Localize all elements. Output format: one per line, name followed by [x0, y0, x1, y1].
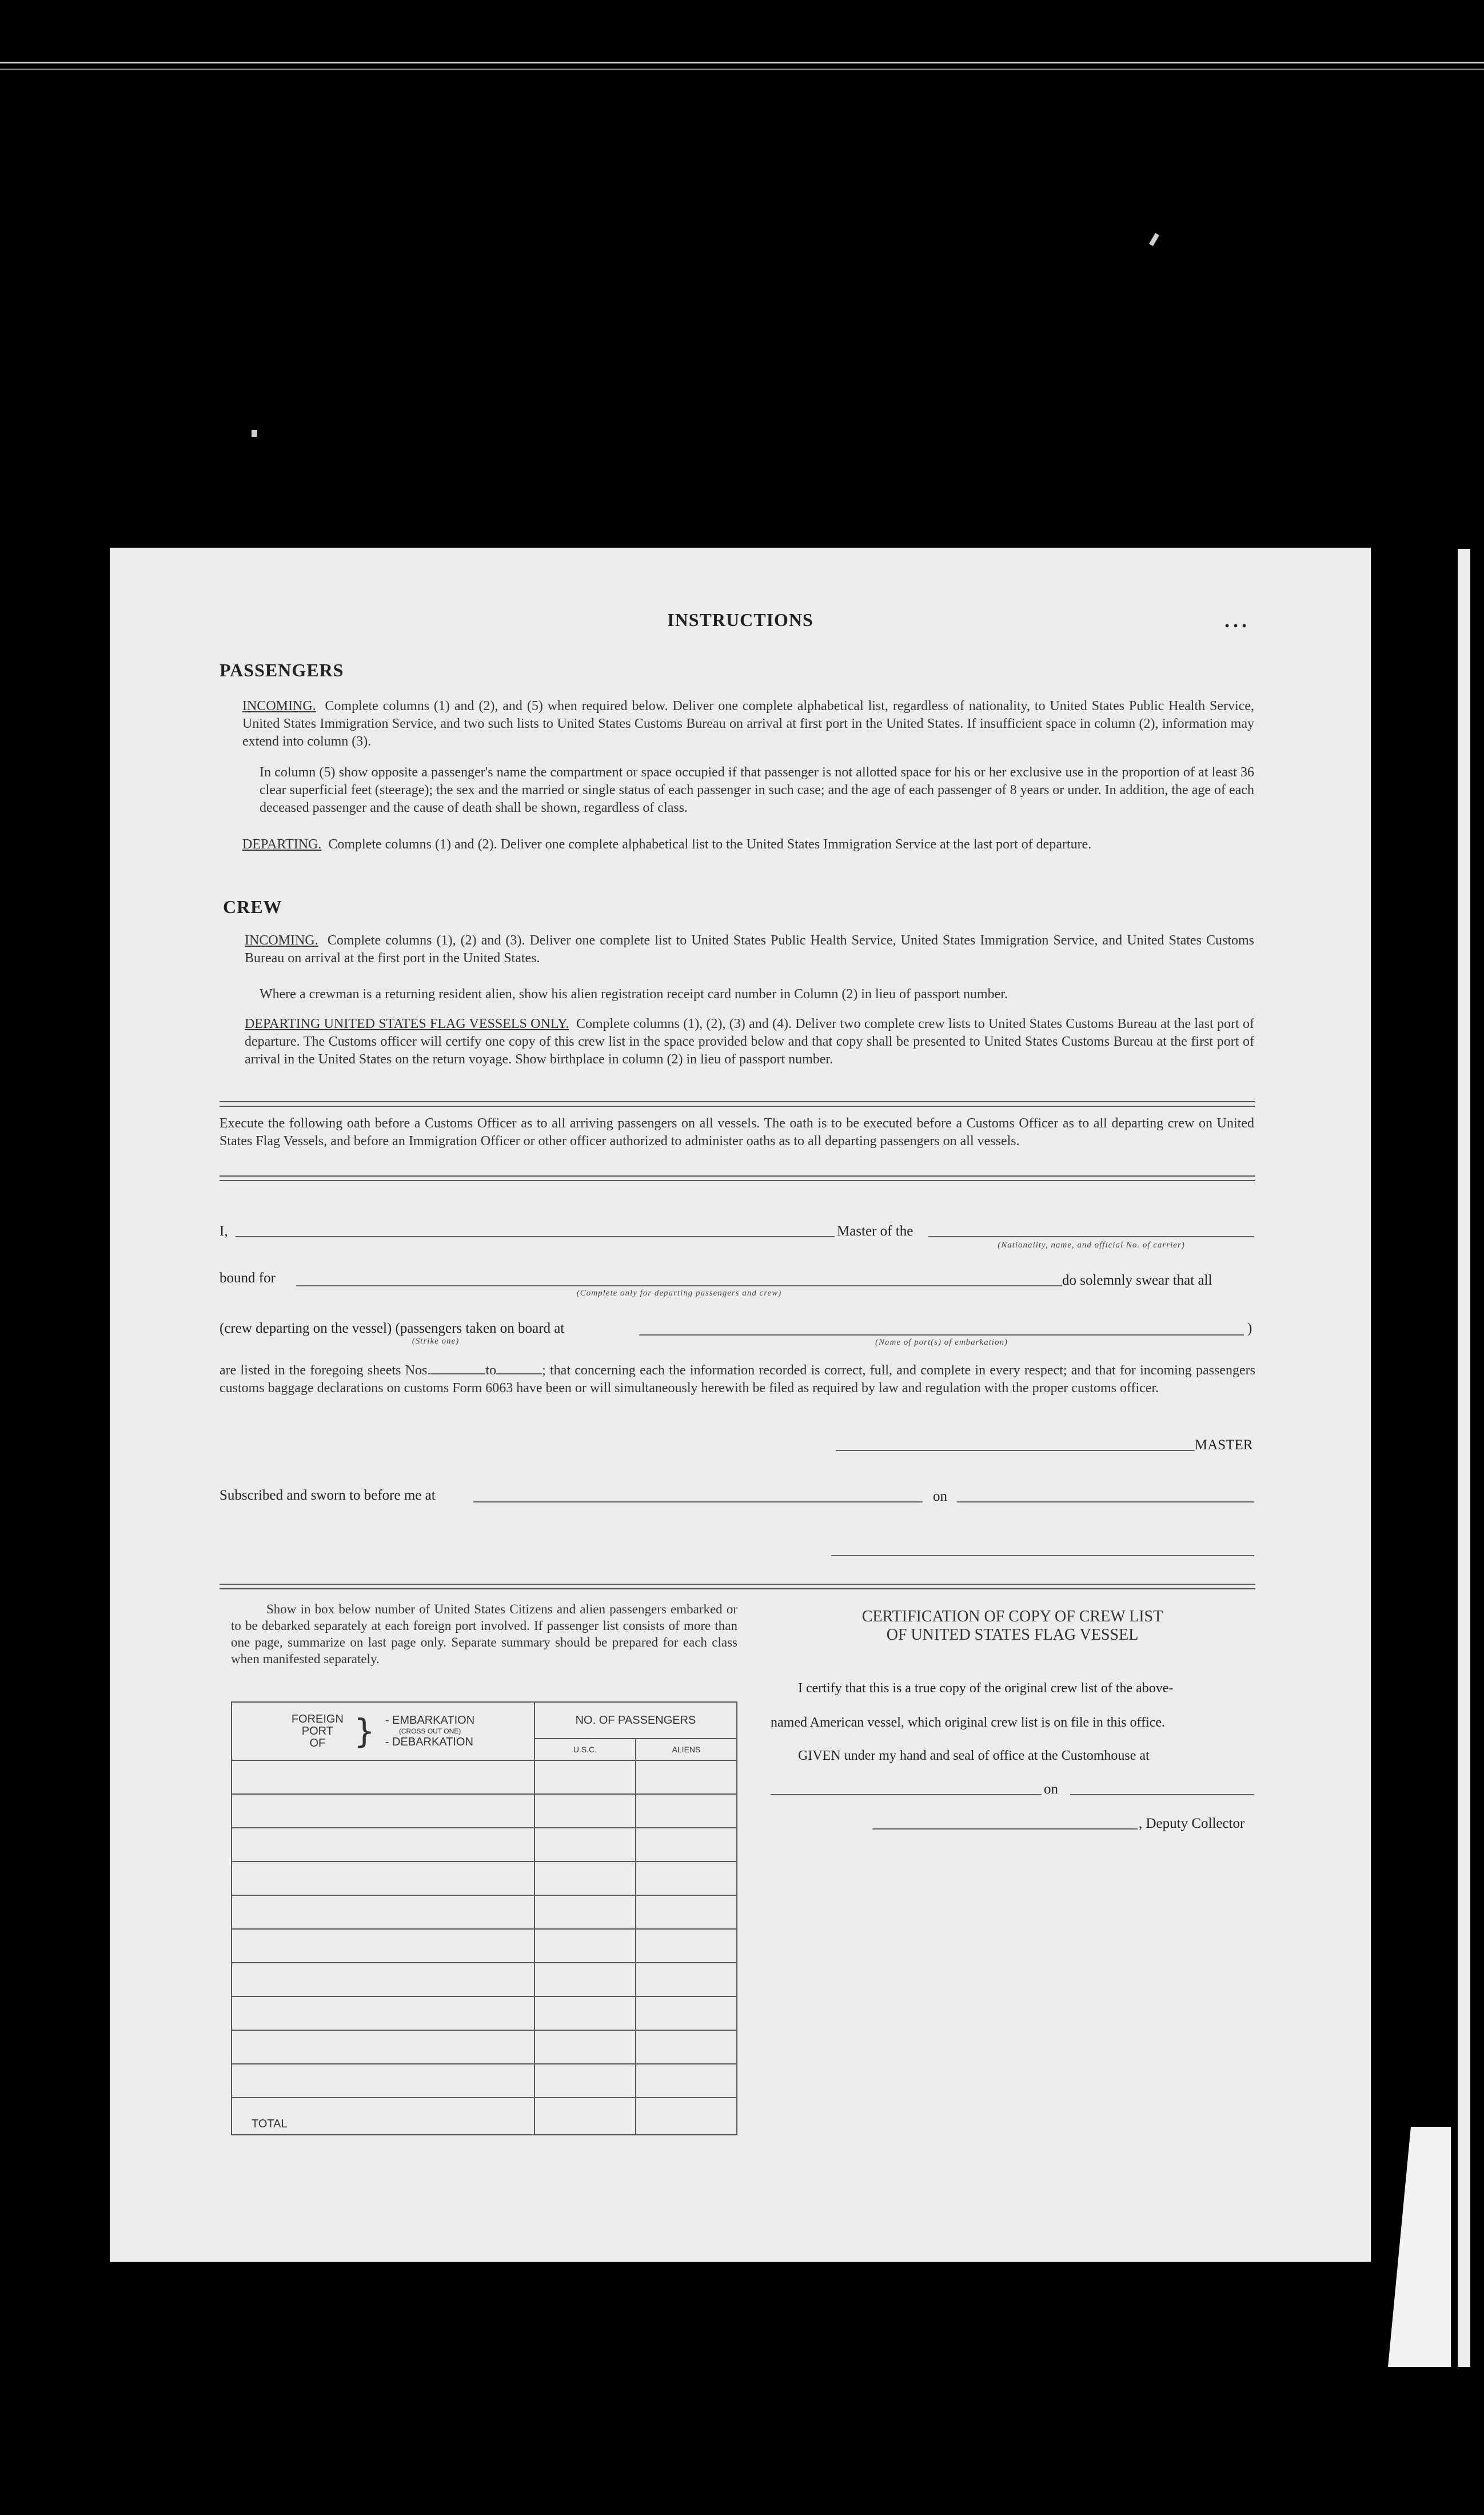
certification-given: GIVEN under my hand and seal of office at the Customhouse at [798, 1748, 1150, 1763]
port-header-line-1: FOREIGN [291, 1712, 344, 1725]
table-row [232, 2030, 737, 2064]
port-cell[interactable] [232, 1760, 534, 1794]
table-row [232, 1963, 737, 1996]
usc-cell[interactable] [534, 2030, 636, 2064]
passengers-heading: PASSENGERS [220, 660, 344, 680]
certification-text-2: named American vessel, which original crew list is on file in this office. [771, 1715, 1166, 1730]
aliens-header: ALIENS [636, 1739, 737, 1760]
crew-departing-label: DEPARTING UNITED STATES FLAG VESSELS ONLY. [245, 1017, 569, 1031]
aliens-cell[interactable] [636, 2064, 737, 2098]
usc-cell[interactable] [534, 1828, 636, 1862]
aliens-cell[interactable] [636, 1862, 737, 1895]
double-rule-mid-2 [220, 1180, 1255, 1181]
port-cell[interactable] [232, 2064, 534, 2098]
aliens-cell[interactable] [636, 1996, 737, 2030]
passenger-summary-table [231, 1701, 737, 2135]
passengers-column5-paragraph: In column (5) show opposite a passenger's name the compartment or space occupied if that passenger is not allotted space for his or her exclusive use in the proportion of at least 36 clear superficial feet (steerage); the sex and the married or single status of each passenger in such case; and the age of each passenger of 8 years or under. In addition, the age of each deceased passenger and the cause of death shall be shown, regardless of class. [260, 765, 1254, 815]
page-mark: ... [1224, 609, 1250, 632]
table-header-row [232, 1702, 737, 1739]
officer-signature-field[interactable] [831, 1555, 1254, 1556]
port-cell[interactable] [232, 1996, 534, 2030]
usc-header: U.S.C. [534, 1739, 636, 1760]
certification-title [771, 1608, 1254, 1644]
port-cell[interactable] [232, 1794, 534, 1828]
port-cell[interactable] [232, 2030, 534, 2064]
aliens-cell[interactable] [636, 1828, 737, 1862]
master-name-field[interactable] [236, 1236, 835, 1237]
scan-speck [252, 430, 257, 437]
master-of-label: Master of the [837, 1223, 913, 1239]
embarkation-label: - EMBARKATION [385, 1713, 475, 1727]
aliens-cell[interactable] [636, 1929, 737, 1963]
double-rule-mid [220, 1175, 1255, 1177]
to-label: to [485, 1363, 497, 1378]
passengers-incoming-text: Complete columns (1) and (2), and (5) when required below. Deliver one complete alphabetical list, regardless of nationality, to United States Public Health Service, United States Immigration Service, and two such lists to United States Customs Bureau on arrival at first port in the United States. If insufficient space in column (2), information may extend into column (3). [242, 699, 1255, 749]
crew-departing-paragraph [245, 1015, 1254, 1069]
certification-title-line-1: CERTIFICATION OF COPY OF CREW LIST [861, 1608, 1163, 1625]
master-signature-field[interactable] [836, 1450, 1195, 1451]
carrier-caption: (Nationality, name, and official No. of carrier) [998, 1241, 1185, 1250]
table-row [232, 1996, 737, 2030]
usc-cell[interactable] [534, 1760, 636, 1794]
scan-edge-line-2 [0, 69, 1484, 70]
listed-paragraph [220, 1362, 1255, 1397]
passengers-departing-paragraph [242, 836, 1254, 854]
cross-out-label: (CROSS OUT ONE) [398, 1727, 461, 1735]
certification-on-label: on [1044, 1781, 1058, 1797]
aliens-cell[interactable] [636, 1794, 737, 1828]
aliens-total-cell[interactable] [636, 2098, 737, 2135]
port-header-line-2: PORT [301, 1724, 333, 1737]
table-row [232, 1794, 737, 1828]
usc-cell[interactable] [534, 1996, 636, 2030]
crew-incoming-paragraph [245, 932, 1254, 967]
total-label: TOTAL [252, 2118, 288, 2130]
table-row [232, 2064, 737, 2098]
table-total-row [232, 2098, 737, 2135]
passengers-departing-text: Complete columns (1) and (2). Deliver one complete alphabetical list to the United States Immigration Service at the last port of departure. [328, 837, 1092, 852]
certification-date-field[interactable] [1070, 1794, 1254, 1795]
oath-intro-paragraph: Execute the following oath before a Customs Officer as to all arriving passengers on all vessels. The oath is to be executed before a Customs Officer as to all departing crew on United States Flag Vessels, and before an Immigration Officer or other officer authorized to administer oaths as to all departing passengers on all vessels. [220, 1116, 1254, 1149]
sheet-to-field[interactable] [496, 1373, 542, 1374]
subscribed-date-field[interactable] [957, 1501, 1254, 1502]
certification-title-line-2: OF UNITED STATES FLAG VESSEL [886, 1626, 1139, 1644]
debarkation-label: - DEBARKATION [385, 1735, 473, 1748]
master-signature-label: MASTER [1195, 1437, 1253, 1453]
carrier-field[interactable] [928, 1236, 1254, 1237]
bound-for-label: bound for [220, 1270, 276, 1286]
summary-note: Show in box below number of United States Citizens and alien passengers embarked or to be debarked separately at each foreign port involved. If passenger list consists of more than one page, summarize on last page only. Separate summary should be prepared for each class when manifested separately. [231, 1602, 737, 1666]
scan-edge-line [0, 62, 1484, 63]
embarkation-ports-field[interactable] [639, 1334, 1244, 1336]
double-rule-bottom-2 [220, 1588, 1255, 1589]
double-rule-top-2 [220, 1106, 1255, 1107]
adjacent-page-corner [1388, 2127, 1451, 2367]
port-cell[interactable] [232, 1862, 534, 1895]
usc-cell[interactable] [534, 1929, 636, 1963]
passengers-incoming-label: INCOMING. [242, 699, 316, 714]
usc-cell[interactable] [534, 1794, 636, 1828]
usc-cell[interactable] [534, 2064, 636, 2098]
port-cell[interactable] [232, 1963, 534, 1996]
bound-for-caption: (Complete only for departing passengers and crew) [576, 1289, 782, 1298]
table-row [232, 1862, 737, 1895]
subscribed-on-label: on [933, 1489, 947, 1504]
scan-speck [1149, 233, 1159, 246]
passengers-departing-label: DEPARTING. [242, 837, 322, 852]
subscribed-at-field[interactable] [473, 1501, 923, 1502]
document-page [110, 548, 1371, 2262]
customhouse-field[interactable] [771, 1794, 1042, 1795]
adjacent-page-edge [1458, 549, 1470, 2367]
usc-cell[interactable] [534, 1862, 636, 1895]
crew-departing-text: Complete columns (1), (2), (3) and (4). Deliver two complete crew lists to United States Customs Bureau at the last port of departure. The Customs officer will certify one copy of this crew list in the space provided below and that copy shall be presented to United States Customs Bureau at the first port of arrival in the United States on the return voyage. Show birthplace in column (2) in lieu of passport number. [245, 1017, 1254, 1067]
certification-text-1: I certify that this is a true copy of the original crew list of the above- [798, 1681, 1174, 1696]
aliens-cell[interactable] [636, 1895, 737, 1929]
crew-alien-paragraph: Where a crewman is a returning resident alien, show his alien registration receipt card number in Column (2) in lieu of passport number. [260, 987, 1008, 1002]
crew-incoming-text: Complete columns (1), (2) and (3). Deliver one complete list to United States Public Health Service, United States Immigration Service, and United States Customs Bureau on arrival at the first port in the United States. [245, 933, 1254, 966]
usc-cell[interactable] [534, 1895, 636, 1929]
deputy-signature-field[interactable] [872, 1828, 1138, 1830]
table-row [232, 1895, 737, 1929]
crew-departing-label: (crew departing on the vessel) (passengers taken on board at [220, 1321, 565, 1336]
oath-i-label: I, [220, 1223, 228, 1239]
deputy-collector-label: , Deputy Collector [1139, 1816, 1245, 1831]
usc-cell[interactable] [534, 1963, 636, 1996]
listed-text-2: ; that concerning each the information recorded is correct, full, and complete in every respect; and that for incoming passengers customs baggage declarations on customs Form 6063 have been or will simultaneously herewith be filed as required by law and regulation with the proper customs officer. [220, 1363, 1255, 1396]
ports-caption: (Name of port(s) of embarkation) [875, 1338, 1008, 1347]
listed-text-1: are listed in the foregoing sheets Nos. [220, 1363, 431, 1378]
double-rule-bottom [220, 1584, 1255, 1585]
aliens-cell[interactable] [636, 1963, 737, 1996]
total-label-cell [232, 2098, 534, 2135]
passengers-count-header: NO. OF PASSENGERS [534, 1702, 737, 1739]
aliens-cell[interactable] [636, 2030, 737, 2064]
aliens-cell[interactable] [636, 1760, 737, 1794]
table-row [232, 1828, 737, 1862]
sheet-from-field[interactable] [430, 1373, 485, 1374]
swear-label: do solemnly swear that all [1062, 1273, 1212, 1288]
crew-heading: CREW [223, 896, 282, 917]
passengers-incoming-paragraph [242, 697, 1254, 751]
port-header-line-3: OF [309, 1736, 326, 1749]
crew-incoming-label: INCOMING. [245, 933, 318, 948]
double-rule-top [220, 1101, 1255, 1102]
table-row [232, 1760, 737, 1794]
close-paren: ) [1247, 1321, 1252, 1336]
usc-total-cell[interactable] [534, 2098, 636, 2135]
port-cell[interactable] [232, 1895, 534, 1929]
strike-one-caption: (Strike one) [412, 1337, 460, 1346]
port-header-cell [232, 1702, 534, 1760]
table-row [232, 1929, 737, 1963]
port-cell[interactable] [232, 1828, 534, 1862]
port-cell[interactable] [232, 1929, 534, 1963]
subscribed-label: Subscribed and sworn to before me at [220, 1488, 436, 1503]
brace-icon: } [353, 1712, 375, 1751]
page-title: INSTRUCTIONS [667, 609, 813, 630]
bound-for-field[interactable] [296, 1285, 1062, 1286]
